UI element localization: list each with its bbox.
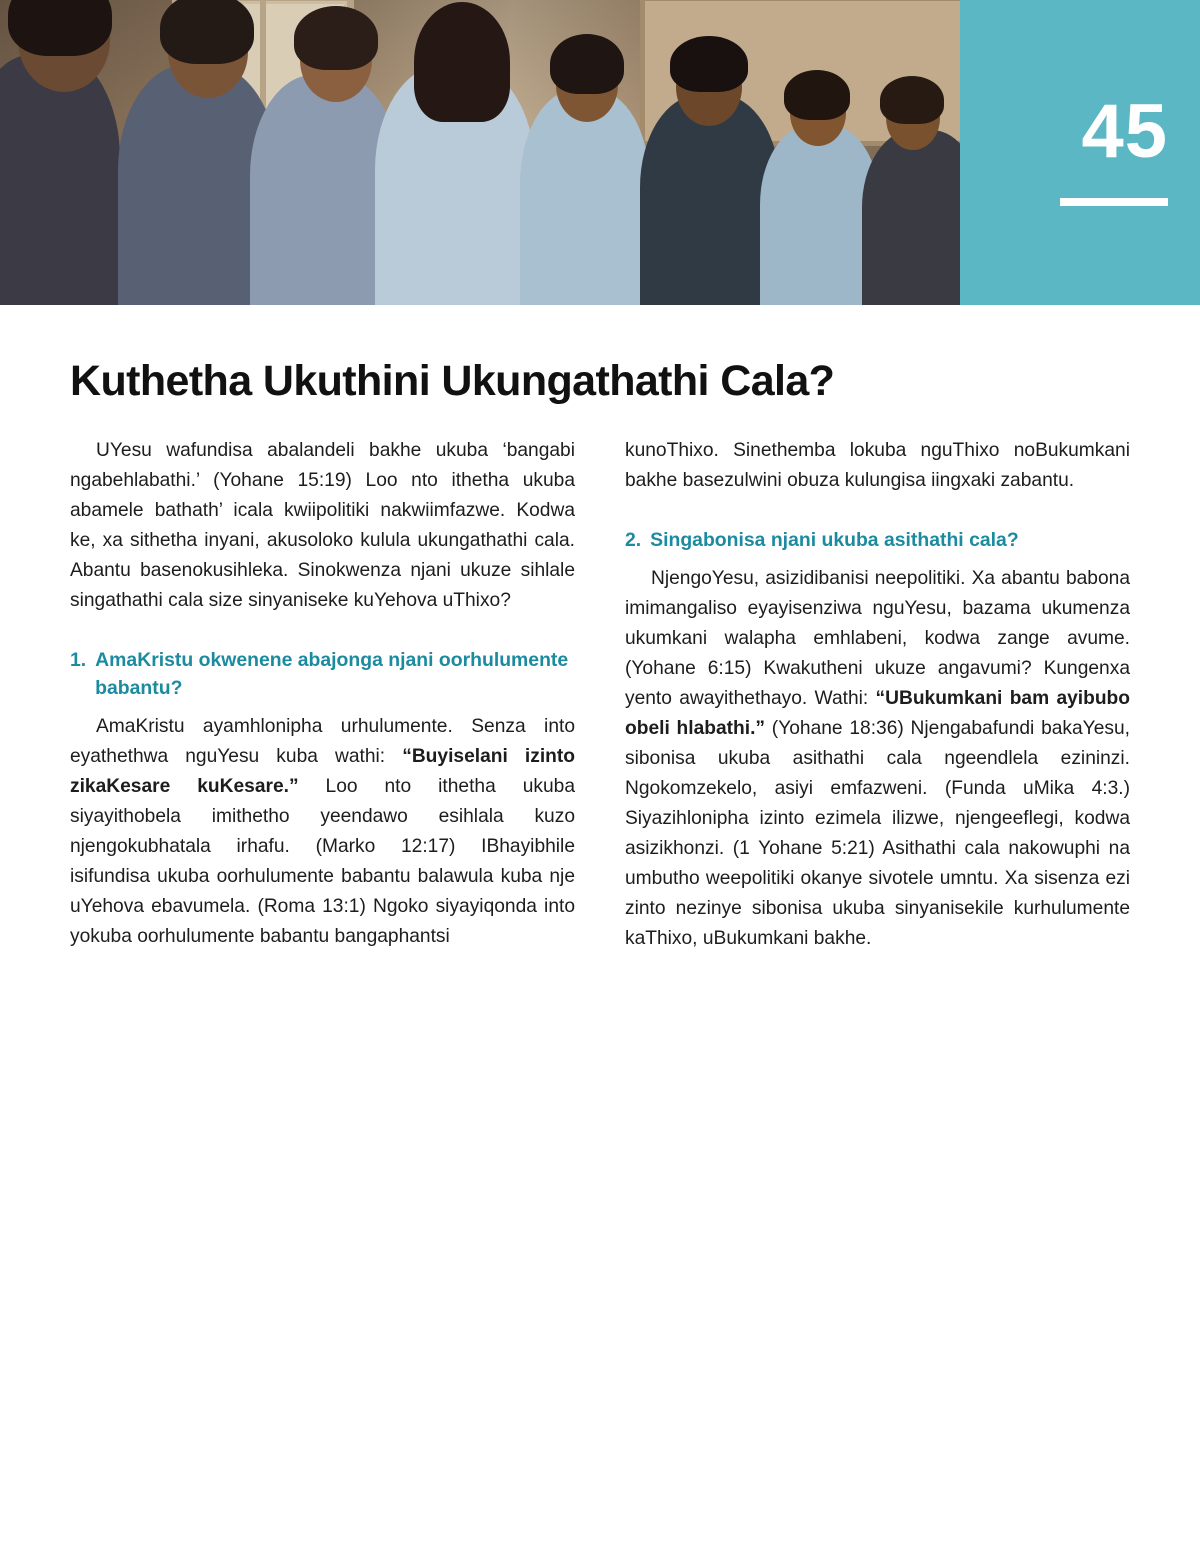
intro-paragraph: UYesu wafundisa abalandeli bakhe ukuba ‘bangabi ngabehlabathi.’ (Yohane 15:19) Loo nto ithetha ukuba abamele bathath’ icala kwiipolitiki nakwiimfazwe. Kodwa ke, xa sithetha inyani, akusoloko kulula ukungathathi cala. Abantu basenokusihleka. Sinokwenza njani ukuze sihlale singathathi cala size sinyaniseke kuYehova uThixo? bbox=[70, 440, 575, 611]
article-columns bbox=[0, 436, 1200, 954]
question-1-heading bbox=[70, 646, 575, 702]
column-left bbox=[70, 436, 575, 954]
person-silhouette bbox=[640, 95, 780, 305]
question-2-text: Singabonisa njani ukuba asithathi cala? bbox=[650, 529, 1019, 551]
person-hair bbox=[880, 76, 944, 124]
page-title: Kuthetha Ukuthini Ukungathathi Cala? bbox=[70, 357, 835, 405]
page-number-block bbox=[960, 0, 1200, 305]
person-hair bbox=[294, 6, 378, 70]
person-silhouette bbox=[0, 55, 120, 305]
person-hair bbox=[784, 70, 850, 120]
question-2-number: 2. bbox=[625, 529, 642, 551]
column-right bbox=[625, 436, 1130, 954]
person-hair bbox=[160, 0, 254, 64]
person-silhouette bbox=[862, 130, 960, 305]
person-hair bbox=[414, 2, 510, 122]
person-hair bbox=[550, 34, 624, 94]
question-2-paragraph bbox=[625, 564, 1130, 954]
question-1-text: AmaKristu okwenene abajonga njani oorhulumente babantu? bbox=[95, 649, 569, 699]
question-1-paragraph-continued: kunoThixo. Sinethemba lokuba nguThixo noBukumkani bakhe basezulwini obuza kulungisa iingxaki zabantu. bbox=[625, 440, 1130, 491]
person-hair bbox=[8, 0, 112, 56]
hero-banner bbox=[0, 0, 1200, 305]
q1-text-a: AmaKristu ayamhlonipha urhulumente. Senza into eyathethwa nguYesu kuba wathi: bbox=[70, 716, 575, 767]
question-2-heading bbox=[625, 526, 1130, 554]
question-1-paragraph bbox=[70, 712, 575, 952]
q2-text-a: NjengoYesu, asizidibanisi neepolitiki. Xa abantu babona imimangaliso eyayisenziwa nguYesu, bazama ukumenza ukumkani walapha emhlabeni, kodwa zange avume. (Yohane 6:15) Kwakutheni ukuze angavumi? Kungenxa yento awayithethayo. Wathi: bbox=[625, 568, 1130, 709]
q2-quote: “UBukumkani bam ayibubo obeli hlabathi.” bbox=[625, 688, 1131, 739]
person-silhouette bbox=[520, 90, 650, 305]
page-number: 45 bbox=[1081, 89, 1168, 174]
person-hair bbox=[670, 36, 748, 92]
q1-quote: “Buyiselani izinto zikaKesare kuKesare.” bbox=[70, 746, 575, 797]
q2-text-b: (Yohane 18:36) Njengabafundi bakaYesu, sibonisa ukuba asithathi cala ngeendlela ezininzi. Ngokomzekelo, asiyi emfazweni. (Funda uMika 4:3.) Siyazihlonipha izinto ezimela ilizwe, njengeeflegi, kodwa asizikhonzi. (1 Yohane 5:21) Asithathi cala nakowuphi na umbutho weepolitiki okanye sivotele umntu. Xa sisenza ezi zinto nezinye sibonisa ukuba sinyanisekile kurhulumente kaThixo, uBukumkani bakhe. bbox=[625, 718, 1130, 949]
q1-text-b: Loo nto ithetha ukuba siyayithobela imithetho yeendawo esihlala kuzo njengokubhatala irhafu. (Marko 12:17) IBhayibhile isifundisa ukuba oorhulumente babantu balawula kuba nje uYehova ebavumela. (Roma 13:1) Ngoko siyayiqonda into yokuba oorhulumente babantu bangaphantsi bbox=[70, 776, 575, 947]
question-1-number: 1. bbox=[70, 649, 87, 671]
page-number-underline bbox=[1060, 198, 1168, 206]
hero-photo bbox=[0, 0, 960, 305]
